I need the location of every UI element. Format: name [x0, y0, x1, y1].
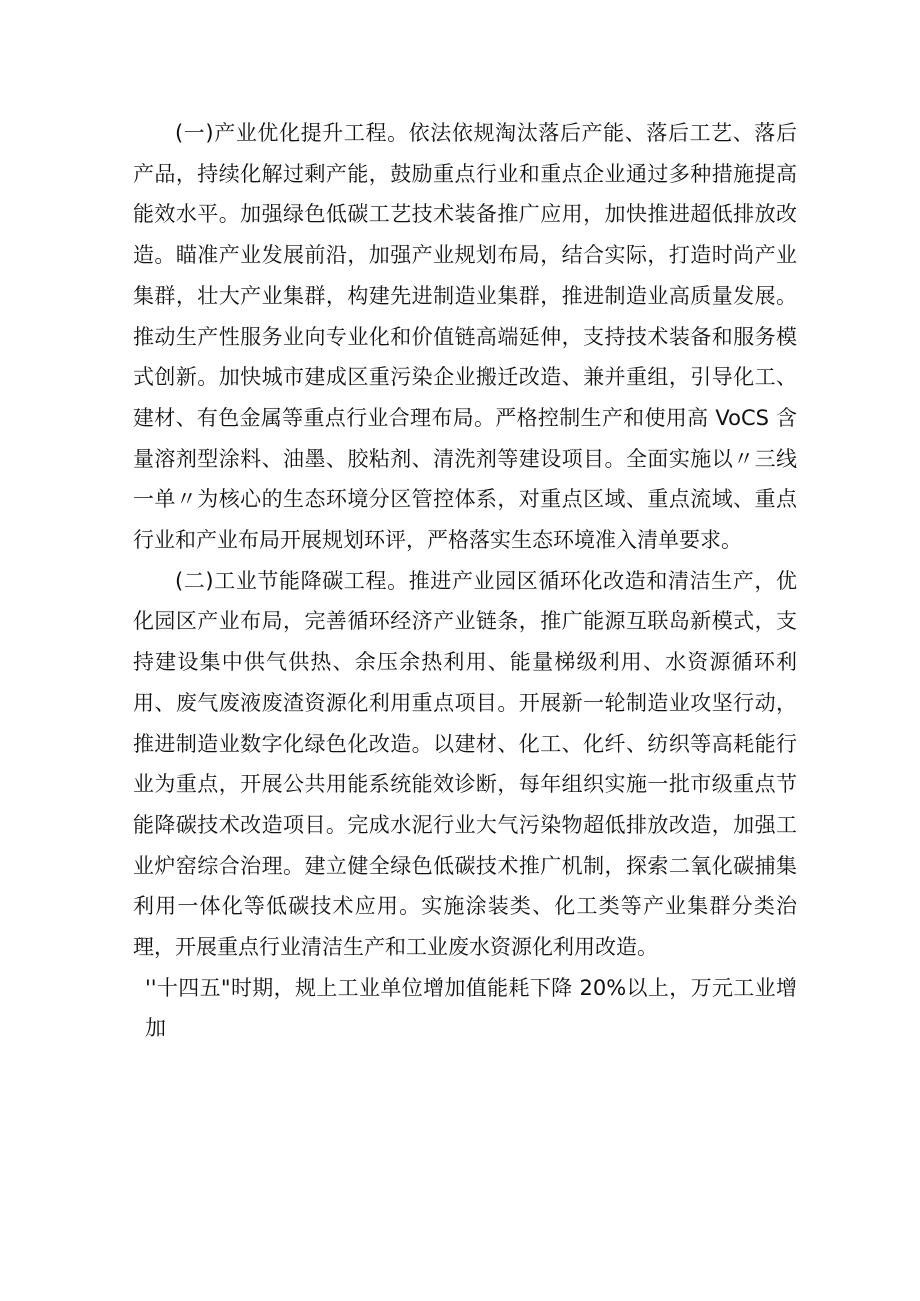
- paragraph-industry-optimization: (一)产业优化提升工程。依法依规淘汰落后产能、落后工艺、落后产品，持续化解过剩产能，鼓励重点行业和重点企业通过多种措施提高能效水平。加强绿色低碳工艺技术装备推广应用，加快推进超低排放改造。瞄准产业发展前沿，加强产业规划布局，结合实际，打造时尚产业集群，壮大产业集群，构建先进制造业集群，推进制造业高质量发展。推动生产性服务业向专业化和价值链高端延伸，支持技术装备和服务模式创新。加快城市建成区重污染企业搬迁改造、兼并重组，引导化工、建材、有色金属等重点行业合理布局。严格控制生产和使用高 VoCS 含量溶剂型涂料、油墨、胶粘剂、清洗剂等建设项目。全面实施以〃三线一单〃为核心的生态环境分区管控体系，对重点区域、重点流域、重点行业和产业布局开展规划环评，严格落实生态环境准入清单要求。: [133, 121, 797, 553]
- paragraph-fourteenth-five-year-target: ''十四五"时期，规上工业单位增加值能耗下降 20%以上，万元工业增加: [145, 975, 797, 1041]
- document-body: [133, 113, 797, 1049]
- paragraph-industrial-energy-saving: (二)工业节能降碳工程。推进产业园区循环化改造和清洁生产，优化园区产业布局，完善循环经济产业链条，推广能源互联岛新模式，支持建设集中供气供热、余压余热利用、能量梯级利用、水资源循环利用、废气废液废渣资源化利用重点项目。开展新一轮制造业攻坚行动，推进制造业数字化绿色化改造。以建材、化工、化纤、纺织等高耗能行业为重点，开展公共用能系统能效诊断，每年组织实施一批市级重点节能降碳技术改造项目。完成水泥行业大气污染物超低排放改造，加强工业炉窑综合治理。建立健全绿色低碳技术推广机制，探索二氧化碳捕集利用一体化等低碳技术应用。实施涂装类、化工类等产业集群分类治理，开展重点行业清洁生产和工业废水资源化利用改造。: [133, 568, 797, 960]
